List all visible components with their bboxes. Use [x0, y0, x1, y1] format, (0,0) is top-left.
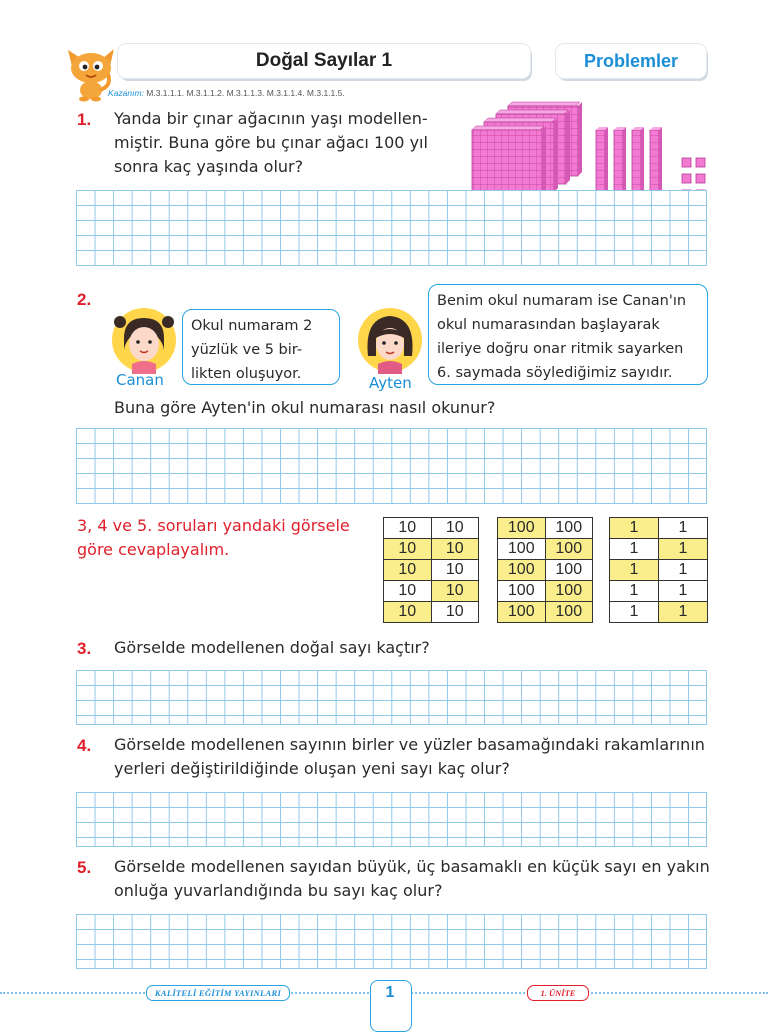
learning-outcomes-codes: M.3.1.1.1. M.3.1.1.2. M.3.1.1.3. M.3.1.1.4. M.3.1.1.5. — [146, 88, 345, 98]
q1-number: 1. — [77, 110, 92, 129]
intro-instruction — [77, 514, 350, 562]
table-cell: 1 — [610, 581, 659, 602]
table-cell: 10 — [384, 581, 432, 602]
answer-grid-q2[interactable] — [76, 428, 707, 504]
table-row — [610, 539, 708, 560]
q1-line: Yanda bir çınar ağacının yaşı modellen- — [114, 109, 428, 128]
page-title-text: Doğal Sayılar 1 — [255, 50, 393, 71]
tens-table — [383, 517, 479, 623]
canan-name: Canan — [116, 371, 164, 389]
table-cell: 1 — [659, 581, 708, 602]
table-cell: 1 — [610, 539, 659, 560]
table-cell: 1 — [659, 560, 708, 581]
ayten-name: Ayten — [369, 374, 412, 392]
hundreds-table — [497, 517, 593, 623]
answer-grid-q4[interactable] — [76, 792, 707, 847]
hundred-flat — [472, 126, 546, 200]
page-number: 1 — [385, 984, 395, 1001]
learning-outcomes — [108, 88, 345, 98]
unit-cube — [682, 158, 691, 167]
hundred-flats — [472, 102, 582, 200]
q1-text — [114, 107, 428, 179]
q2-number: 2. — [77, 290, 92, 309]
ayten-speech-line: ileriye doğru onar ritmik sayarken — [437, 341, 684, 357]
page-title — [118, 44, 530, 78]
unit-cube — [696, 158, 705, 167]
unit-label: 1. ÜNİTE — [540, 988, 576, 998]
q5-text — [114, 855, 710, 903]
table-cell: 100 — [498, 602, 546, 623]
table-row — [384, 602, 479, 623]
canan-speech-line: yüzlük ve 5 bir- — [191, 342, 303, 358]
q3-number: 3. — [77, 639, 92, 658]
table-row — [610, 518, 708, 539]
table-cell: 1 — [659, 539, 708, 560]
unit-cube — [696, 174, 705, 183]
ayten-avatar — [356, 306, 428, 374]
table-row — [610, 602, 708, 623]
q4-line: Görselde modellenen sayının birler ve yüzler basamağındaki rakamlarının — [114, 735, 705, 754]
learning-outcomes-label: Kazanım: — [108, 88, 144, 98]
publisher-name: KALİTELİ EĞİTİM YAYINLARI — [154, 988, 282, 998]
intro-line: göre cevaplayalım. — [77, 540, 230, 559]
q5-line: onluğa yuvarlandığında bu sayı kaç olur? — [114, 881, 443, 900]
table-row — [610, 560, 708, 581]
table-cell: 10 — [384, 518, 432, 539]
table-cell: 10 — [431, 518, 479, 539]
table-row — [498, 539, 593, 560]
q5-number: 5. — [77, 858, 92, 877]
table-cell: 100 — [545, 560, 593, 581]
table-cell: 100 — [545, 581, 593, 602]
unit-badge — [527, 985, 589, 1001]
table-row — [498, 518, 593, 539]
ayten-speech-line: 6. saymada söylediğimiz sayıdır. — [437, 365, 673, 381]
category-label-text: Problemler — [583, 50, 679, 71]
canan-speech-line: Okul numaram 2 — [191, 318, 313, 334]
table-cell: 1 — [610, 518, 659, 539]
table-row — [610, 581, 708, 602]
ayten-speech-line: Benim okul numaram ise Canan'ın — [437, 293, 687, 309]
table-cell: 10 — [384, 560, 432, 581]
table-row — [498, 581, 593, 602]
q1-line: sonra kaç yaşında olur? — [114, 157, 304, 176]
table-cell: 10 — [431, 581, 479, 602]
table-row — [384, 581, 479, 602]
q4-text — [114, 733, 705, 781]
table-cell: 100 — [545, 539, 593, 560]
q3-text: Görselde modellenen doğal sayı kaçtır? — [114, 638, 430, 657]
table-cell: 10 — [431, 539, 479, 560]
ayten-speech-line: okul numarasından başlayarak — [437, 317, 660, 333]
table-cell: 10 — [431, 560, 479, 581]
intro-line: 3, 4 ve 5. soruları yandaki görsele — [77, 516, 350, 535]
table-row — [384, 560, 479, 581]
q1-line: miştir. Buna göre bu çınar ağacı 100 yıl — [114, 133, 428, 152]
table-cell: 10 — [431, 602, 479, 623]
ayten-speech-bubble — [428, 284, 708, 385]
q4-number: 4. — [77, 736, 92, 755]
category-label — [556, 44, 706, 78]
answer-grid-q5[interactable] — [76, 914, 707, 969]
table-cell: 100 — [498, 560, 546, 581]
q5-line: Görselde modellenen sayıdan büyük, üç basamaklı en küçük sayı en yakın — [114, 857, 710, 876]
table-row — [498, 602, 593, 623]
table-row — [384, 518, 479, 539]
table-cell: 10 — [384, 602, 432, 623]
table-row — [498, 560, 593, 581]
table-cell: 100 — [498, 518, 546, 539]
table-cell: 1 — [610, 560, 659, 581]
answer-grid-q1[interactable] — [76, 190, 707, 266]
table-cell: 10 — [384, 539, 432, 560]
canan-avatar — [110, 306, 182, 374]
unit-cube — [682, 174, 691, 183]
table-cell: 1 — [659, 602, 708, 623]
table-cell: 1 — [659, 518, 708, 539]
q4-line: yerleri değiştirildiğinde oluşan yeni sayı kaç olur? — [114, 759, 510, 778]
table-cell: 100 — [498, 539, 546, 560]
publisher-badge — [146, 985, 290, 1001]
q2-question: Buna göre Ayten'in okul numarası nasıl okunur? — [114, 398, 496, 417]
table-row — [384, 539, 479, 560]
ones-table — [609, 517, 708, 623]
canan-speech-bubble — [182, 309, 340, 385]
answer-grid-q3[interactable] — [76, 670, 707, 725]
canan-speech-line: likten oluşuyor. — [191, 366, 302, 382]
table-cell: 100 — [498, 581, 546, 602]
table-cell: 1 — [610, 602, 659, 623]
table-cell: 100 — [545, 518, 593, 539]
table-cell: 100 — [545, 602, 593, 623]
